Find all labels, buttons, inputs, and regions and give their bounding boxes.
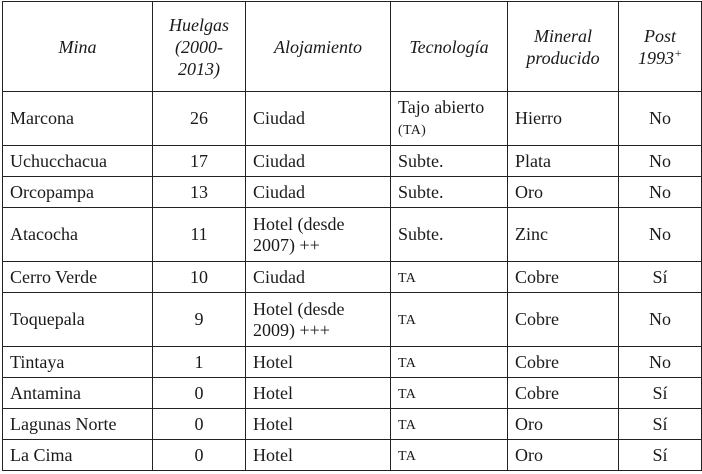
cell-tecnologia — [391, 146, 508, 177]
cell-mineral — [508, 208, 619, 262]
cell-text: Oro — [515, 181, 543, 202]
cell-huelgas — [153, 378, 246, 409]
cell-text: 2009) +++ — [253, 319, 330, 340]
cell-text: 9 — [194, 309, 204, 329]
cell-huelgas — [153, 293, 246, 347]
cell-alojamiento — [246, 293, 391, 347]
cell-alojamiento — [246, 92, 391, 146]
cell-text: Hotel (desde — [253, 298, 345, 319]
table-row — [3, 409, 702, 440]
cell-alojamiento — [246, 409, 391, 440]
cell-huelgas — [153, 92, 246, 146]
cell-mina — [3, 293, 153, 347]
cell-alojamiento — [246, 177, 391, 208]
table-row — [3, 293, 702, 347]
cell-text: No — [649, 181, 671, 202]
cell-post — [619, 177, 702, 208]
cell-text: No — [649, 309, 671, 329]
cell-text: 13 — [190, 181, 208, 202]
header-huelgas: Huelgas (2000- 2013) — [153, 2, 246, 92]
cell-post — [619, 378, 702, 409]
cell-text: Antamina — [10, 382, 81, 403]
cell-text: 11 — [190, 224, 208, 244]
cell-mina — [3, 347, 153, 378]
cell-text: 17 — [190, 150, 208, 171]
cell-text: Uchucchacua — [10, 150, 107, 171]
cell-tecnologia — [391, 293, 508, 347]
cell-text: Orcopampa — [10, 181, 94, 202]
cell-text: Sí — [652, 413, 668, 434]
cell-mina — [3, 208, 153, 262]
header-alojamiento: Alojamiento — [246, 2, 391, 92]
cell-text: TA — [398, 448, 417, 464]
cell-tecnologia — [391, 262, 508, 293]
cell-tecnologia — [391, 347, 508, 378]
table-row — [3, 378, 702, 409]
cell-text: 0 — [194, 444, 204, 465]
cell-post — [619, 262, 702, 293]
cell-mineral — [508, 177, 619, 208]
cell-text: Ciudad — [253, 150, 305, 171]
cell-text: TA — [398, 417, 417, 433]
cell-tecnologia — [391, 208, 508, 262]
cell-text: Cerro Verde — [10, 266, 98, 287]
table-row — [3, 440, 702, 471]
header-row — [3, 2, 702, 92]
table-row — [3, 262, 702, 293]
header-mineral: Mineral producido — [508, 2, 619, 92]
cell-text: La Cima — [10, 444, 73, 465]
cell-text: 1 — [194, 351, 204, 372]
cell-text: Tintaya — [10, 351, 65, 372]
header-tecnologia: Tecnología — [391, 2, 508, 92]
cell-post — [619, 347, 702, 378]
cell-alojamiento — [246, 440, 391, 471]
cell-text: No — [649, 224, 671, 244]
cell-huelgas — [153, 146, 246, 177]
cell-mineral — [508, 146, 619, 177]
cell-mineral — [508, 347, 619, 378]
cell-alojamiento — [246, 146, 391, 177]
cell-post — [619, 146, 702, 177]
header-mina: Mina — [3, 2, 153, 92]
cell-post — [619, 208, 702, 262]
cell-text: 10 — [190, 266, 208, 287]
mines-table — [2, 1, 702, 471]
cell-post — [619, 293, 702, 347]
cell-text: 0 — [194, 382, 204, 403]
cell-tecnologia — [391, 409, 508, 440]
cell-huelgas — [153, 208, 246, 262]
cell-mineral — [508, 409, 619, 440]
cell-text: Toquepala — [10, 309, 85, 329]
cell-huelgas — [153, 409, 246, 440]
cell-text: Hotel — [253, 382, 293, 403]
cell-huelgas — [153, 262, 246, 293]
cell-mina — [3, 177, 153, 208]
cell-text: Sí — [652, 444, 668, 465]
cell-text: Sí — [652, 266, 668, 287]
cell-alojamiento — [246, 347, 391, 378]
cell-mina — [3, 440, 153, 471]
table-row — [3, 146, 702, 177]
cell-post — [619, 409, 702, 440]
cell-text: (TA) — [398, 122, 427, 138]
cell-text: Oro — [515, 444, 543, 465]
cell-mina — [3, 146, 153, 177]
cell-text: Subte. — [398, 181, 444, 202]
cell-text: 26 — [190, 108, 208, 128]
cell-text: Cobre — [515, 351, 559, 372]
table-row — [3, 92, 702, 146]
cell-text: No — [649, 150, 671, 171]
table-row — [3, 177, 702, 208]
cell-mineral — [508, 293, 619, 347]
cell-text: Ciudad — [253, 181, 305, 202]
cell-text: No — [649, 108, 671, 128]
cell-tecnologia — [391, 92, 508, 146]
cell-text: Hotel — [253, 444, 293, 465]
cell-text: TA — [398, 270, 417, 286]
cell-text: Sí — [652, 382, 668, 403]
cell-text: Marcona — [10, 108, 74, 128]
cell-text: 2007) ++ — [253, 234, 320, 255]
cell-alojamiento — [246, 378, 391, 409]
cell-text: TA — [398, 386, 417, 402]
header-post: Post 1993+ — [619, 2, 702, 92]
cell-text: Hierro — [515, 108, 562, 128]
cell-text: Hotel (desde — [253, 213, 345, 234]
cell-alojamiento — [246, 208, 391, 262]
cell-huelgas — [153, 347, 246, 378]
cell-post — [619, 440, 702, 471]
cell-mineral — [508, 440, 619, 471]
cell-text: Ciudad — [253, 108, 305, 128]
cell-text: Cobre — [515, 382, 559, 403]
cell-text: Hotel — [253, 413, 293, 434]
cell-tecnologia — [391, 378, 508, 409]
cell-huelgas — [153, 440, 246, 471]
cell-text: 0 — [194, 413, 204, 434]
cell-mina — [3, 92, 153, 146]
table-row — [3, 347, 702, 378]
cell-text: Zinc — [515, 224, 548, 244]
cell-tecnologia — [391, 177, 508, 208]
cell-mineral — [508, 262, 619, 293]
cell-mineral — [508, 92, 619, 146]
cell-mineral — [508, 378, 619, 409]
cell-alojamiento — [246, 262, 391, 293]
cell-tecnologia — [391, 440, 508, 471]
cell-mina — [3, 378, 153, 409]
cell-text: TA — [398, 313, 417, 328]
cell-mina — [3, 262, 153, 293]
cell-text: Ciudad — [253, 266, 305, 287]
cell-text: Cobre — [515, 309, 559, 329]
cell-post — [619, 92, 702, 146]
cell-text: Cobre — [515, 266, 559, 287]
cell-text: Atacocha — [10, 224, 78, 244]
cell-text: Oro — [515, 413, 543, 434]
cell-huelgas — [153, 177, 246, 208]
cell-text: Subte. — [398, 150, 444, 171]
cell-text: Tajo abierto — [398, 96, 485, 117]
cell-text: Plata — [515, 150, 551, 171]
cell-text: TA — [398, 355, 417, 371]
cell-text: Lagunas Norte — [10, 413, 117, 434]
cell-text: Subte. — [398, 224, 444, 244]
cell-text: No — [649, 351, 671, 372]
table-row — [3, 208, 702, 262]
cell-text: Hotel — [253, 351, 293, 372]
cell-mina — [3, 409, 153, 440]
